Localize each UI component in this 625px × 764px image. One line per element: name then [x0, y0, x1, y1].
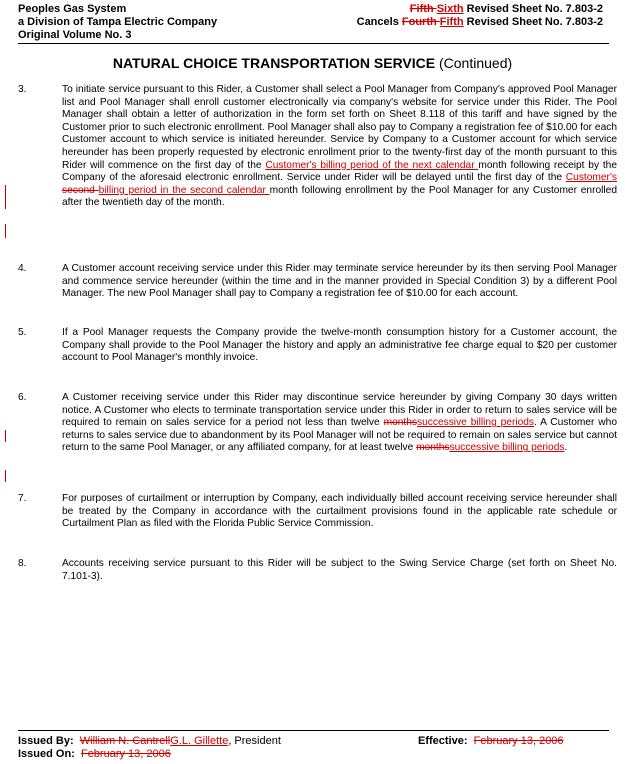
cancels-deleted: Fourth — [401, 16, 440, 28]
volume-number: Original Volume No. 3 — [18, 29, 132, 41]
paragraph-number: 6. — [18, 392, 27, 403]
deleted-text: months — [383, 417, 417, 429]
paragraph-number: 3. — [18, 84, 27, 95]
revision-bar — [5, 185, 6, 209]
text-run: month following receipt by the Company of the aforesaid electronic enrollment. Service under Rider will be delayed until the first day of the — [62, 159, 617, 184]
paragraph-6 — [18, 392, 618, 455]
inserted-text: successive billing periods — [417, 417, 535, 429]
cancels-sheet-line — [357, 16, 603, 29]
text-run: . — [564, 442, 568, 454]
revision-bar — [5, 224, 6, 238]
issued-by-line — [18, 735, 281, 748]
revision-bar — [5, 470, 6, 482]
text-run: . A Customer who returns to sales service due to abandonment by its Pool Manager will not be required to remain on sales service but cannot return to the same Pool Manager, or any affiliated company, for at least twelve — [62, 417, 617, 454]
page-title — [0, 54, 625, 72]
issued-by-rest: , President — [228, 735, 281, 747]
footer-divider — [18, 730, 609, 731]
revised-deleted: Fifth — [409, 3, 437, 15]
paragraph-4 — [18, 263, 618, 301]
header-left — [18, 3, 217, 42]
paragraph-3 — [18, 84, 618, 210]
paragraph-7 — [18, 493, 618, 531]
issued-by-deleted: William N. Cantrell — [79, 735, 171, 747]
inserted-text: Customer's billing period of the next calendar — [265, 159, 479, 171]
effective-deleted: February 13, 2006 — [473, 735, 564, 747]
paragraph-text — [62, 84, 617, 210]
paragraph-text: A Customer account receiving service under this Rider may terminate service hereunder by its then serving Pool Manager and commence service hereunder (within the time and in the manner provided in Special Condition 3) by a different Pool Manager. The new Pool Manager shall pay to Company a registration fee of $10.00 for each account. — [62, 263, 617, 300]
header-right — [357, 3, 603, 29]
effective-line — [418, 735, 564, 748]
issued-by-label: Issued By: — [18, 735, 74, 747]
paragraph-5 — [18, 327, 618, 365]
paragraph-text: Accounts receiving service pursuant to this Rider will be subject to the Swing Service Charge (set forth on Sheet No. 7.101-3). — [62, 558, 617, 582]
inserted-text: billing period in the second calendar — [98, 184, 270, 196]
text-run: To initiate service pursuant to this Rider, a Customer shall select a Pool Manager from Company's approved Pool Manager list and Pool Manager shall enroll customer electronically via company's website for service under this Rider. The Pool Manager shall obtain a letter of authorization in the form set forth on Sheet 8.118 of this tariff and have signed by the Customer prior to such electronic enrollment. Pool Manager shall also pay to Company a registration fee of $10.00 for each Customer account to which service is initiated hereunder. Service by Company to a Customer account for which service hereunder has been properly requested by electronic enrollment prior to the twenty-first day of the month pursuant to this Rider will commence on the first day of the — [62, 84, 617, 171]
cancels-inserted: Fifth — [439, 16, 464, 28]
company-name: Peoples Gas System — [18, 3, 127, 15]
division-name: a Division of Tampa Electric Company — [18, 16, 218, 28]
revision-bar — [5, 430, 6, 442]
issued-on-line — [18, 748, 171, 761]
deleted-text: second — [62, 184, 99, 196]
effective-label: Effective: — [418, 735, 468, 747]
revised-rest: Revised Sheet No. 7.803-2 — [463, 3, 603, 15]
paragraph-text: For purposes of curtailment or interruption by Company, each individually billed account receiving service hereunder shall be treated by the Company in accordance with the curtailment provisions found in the applicable rate schedule or Curtailment Plan as filed with the Florida Public Service Commission. — [62, 493, 617, 530]
text-run: A Customer receiving service under this Rider may discontinue service hereunder by giving Company 30 days written notice. A Customer who elects to terminate transportation service under this Rider in order to return to sales service will be required to remain on sales service for a period not less than twelve — [62, 392, 617, 429]
text-run: month following enrollment by the Pool Manager for any Customer enrolled after the twentieth day of the month. — [62, 184, 618, 209]
issued-on-label: Issued On: — [18, 748, 75, 760]
title-suffix: (Continued) — [435, 55, 513, 71]
inserted-text: successive billing periods — [449, 442, 565, 454]
paragraph-number: 8. — [18, 558, 27, 569]
revised-sheet-line — [357, 3, 603, 16]
issued-on-deleted: February 13, 2006 — [80, 748, 171, 760]
cancels-label: Cancels — [356, 16, 402, 28]
deleted-text: months — [416, 442, 450, 454]
paragraph-number: 5. — [18, 327, 27, 338]
title-main: NATURAL CHOICE TRANSPORTATION SERVICE — [112, 55, 436, 71]
paragraph-8 — [18, 558, 618, 583]
issued-by-inserted: G.L. Gillette — [170, 735, 229, 747]
revised-inserted: Sixth — [436, 3, 464, 15]
cancels-rest: Revised Sheet No. 7.803-2 — [463, 16, 603, 28]
paragraph-number: 4. — [18, 263, 27, 274]
paragraph-text: If a Pool Manager requests the Company provide the twelve-month consumption history for a Customer account, the Company shall provide to the Pool Manager the history and apply an administrative fee charge equal to $20 per customer account to Pool Manager's monthly invoice. — [62, 327, 617, 364]
header-divider — [18, 43, 609, 44]
paragraph-number: 7. — [18, 493, 27, 504]
inserted-text: Customer's — [565, 172, 617, 184]
paragraph-text — [62, 392, 617, 455]
